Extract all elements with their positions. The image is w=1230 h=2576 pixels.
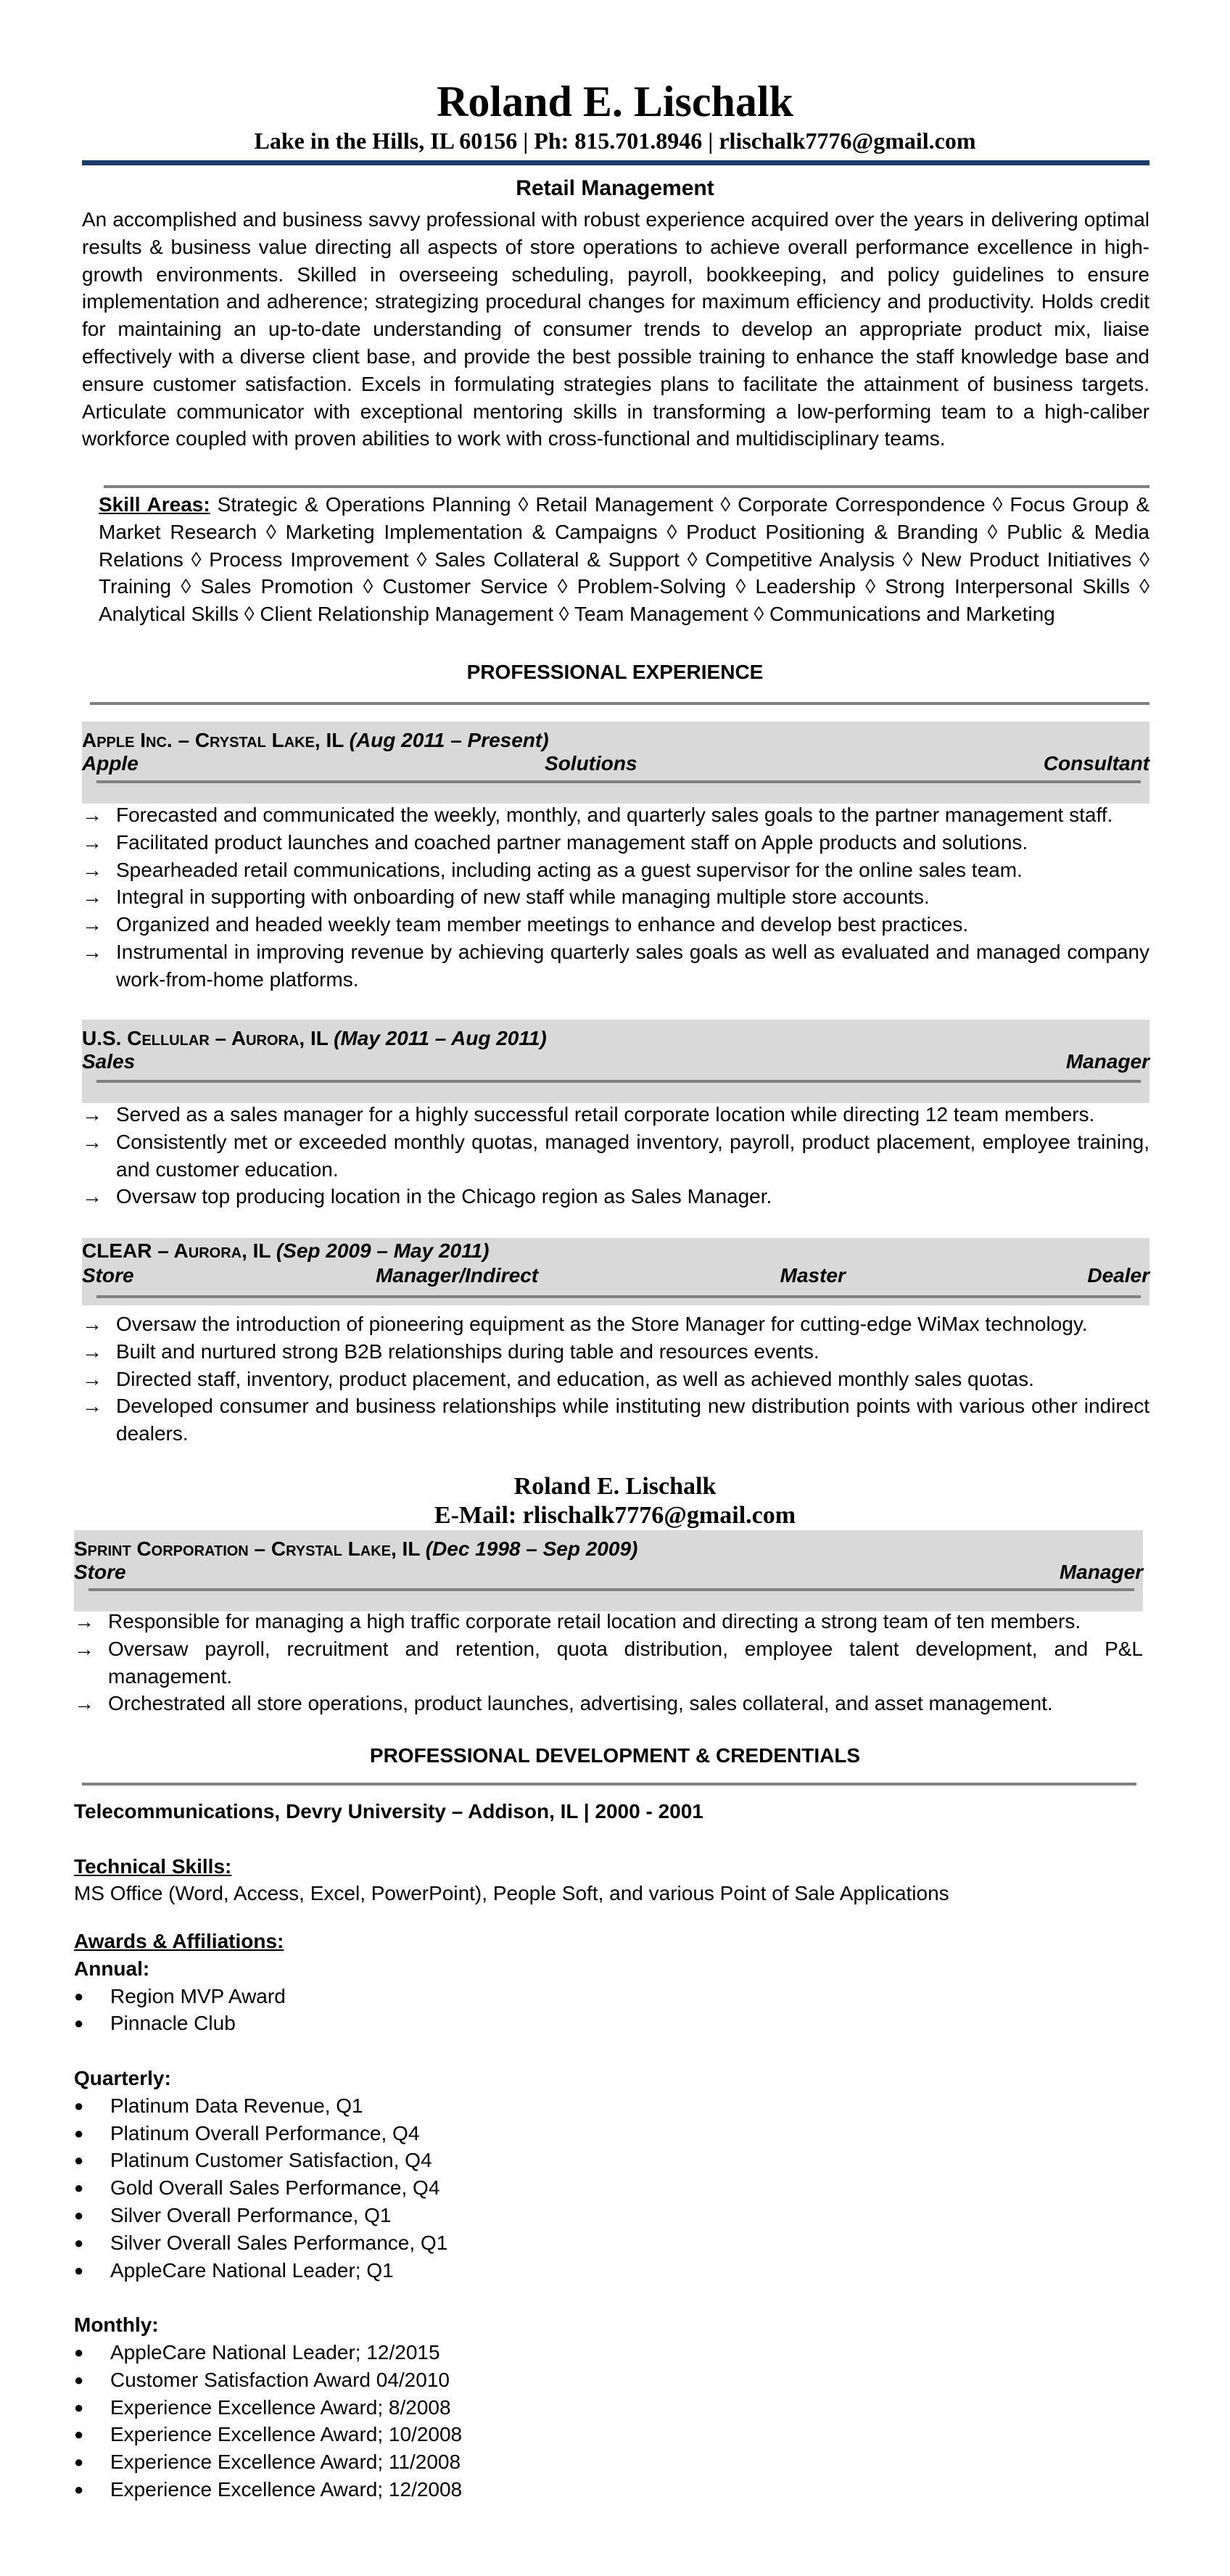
award-item (74, 2339, 1143, 2366)
bullet-item (82, 883, 1149, 911)
award-text: Experience Excellence Award; 8/2008 (110, 2395, 451, 2419)
job-role: Store Manager/Indirect Master Dealer (82, 1264, 1149, 1287)
development-title: PROFESSIONAL DEVELOPMENT & CREDENTIALS (369, 1744, 861, 1767)
bullet-dot-icon: ● (74, 2261, 84, 2279)
bullet-text: Integral in supporting with onboarding of new staff while managing multiple store accounts. (116, 886, 930, 909)
award-text: Platinum Customer Satisfaction, Q4 (110, 2149, 432, 2172)
credentials (74, 1798, 1143, 1907)
bullet-item (82, 1310, 1149, 1338)
skill-areas-list: Strategic & Operations Planning ◊ Retail Management ◊ Corporate Correspondence ◊ Focus Group & Market Research ◊ Marketing Implementation & Campaigns ◊ Product Positioning & Branding ◊ Public & Media Relations ◊ Process Improvement ◊ Sales Collateral & Support ◊ Competitive Analysis ◊ New Product Initiatives ◊ Training ◊ Sales Promotion ◊ Customer Service ◊ Problem-Solving ◊ Leadership ◊ Strong Interpersonal Skills ◊ Analytical Skills ◊ Client Relationship Management ◊ Team Management ◊ Communications and Marketing (99, 493, 1150, 626)
bullet-dot-icon: ● (74, 2014, 84, 2033)
bullet-dot-icon: ● (74, 2453, 84, 2472)
arrow-bullet-icon: → (82, 1339, 102, 1363)
bullet-text: Oversaw top producing location in the Chicago region as Sales Manager. (116, 1185, 772, 1208)
bullet-text: Instrumental in improving revenue by achieving quarterly sales goals as well as evaluated and managed company work-from-home platforms. (116, 940, 1149, 991)
bullet-text: Served as a sales manager for a highly successful retail corporate location while directing 12 team members. (116, 1103, 1095, 1126)
bullet-item (82, 938, 1149, 994)
bullet-item (82, 1366, 1149, 1393)
award-item (74, 2202, 1143, 2229)
arrow-bullet-icon: → (82, 1313, 102, 1335)
bullet-dot-icon: ● (74, 2096, 84, 2115)
bullet-dot-icon: ● (74, 2480, 84, 2498)
arrow-bullet-icon: → (74, 1637, 94, 1660)
job-bullets-clear (82, 1310, 1149, 1448)
job-role: Sales Manager (82, 1050, 1149, 1073)
job-header-rule (88, 1588, 1134, 1591)
bullet-item (82, 1183, 1149, 1210)
bullet-text: Organized and headed weekly team member meetings to enhance and develop best practices. (116, 913, 969, 936)
bullet-text: Forecasted and communicated the weekly, monthly, and quarterly sales goals to the partner management staff. (116, 804, 1113, 826)
job-dates: (Sep 2009 – May 2011) (276, 1239, 490, 1262)
awards (74, 1928, 1143, 2503)
job-header-sprint (74, 1530, 1143, 1611)
job-header-rule (96, 1080, 1141, 1083)
job-company-name: CLEAR – Aurora, IL (82, 1239, 271, 1262)
job-bullets-sprint (74, 1608, 1143, 1717)
job-company (82, 1025, 547, 1052)
award-group-label: Annual: (74, 1957, 150, 1980)
bullet-text: Orchestrated all store operations, product launches, advertising, sales collateral, and asset management. (108, 1692, 1053, 1715)
page2-email: E-Mail: rlischalk7776@gmail.com (434, 1502, 796, 1529)
bullet-dot-icon: ● (74, 2123, 84, 2142)
award-text: Experience Excellence Award; 11/2008 (110, 2451, 461, 2474)
bullet-text: Spearheaded retail communications, including acting as a guest supervisor for the online sales team. (116, 858, 1023, 881)
awards-label: Awards & Affiliations: (74, 1930, 284, 1952)
bullet-dot-icon: ● (74, 2233, 84, 2252)
arrow-bullet-icon: → (82, 1130, 102, 1153)
summary-text: An accomplished and business savvy professional with robust experience acquired over the years in delivering optimal results & business value directing all aspects of store operations to achieve overall performance excellence in high-growth environments. Skilled in overseeing scheduling, payroll, bookkeeping, and policy guidelines to ensure implementation and adherence; strategizing procedural changes for maximum efficiency and productivity. Holds credit for maintaining an up-to-date understanding of consumer trends to develop an appropriate product mix, liaise effectively with a diverse client base, and provide the best possible training to enhance the staff knowledge base and ensure customer satisfaction. Excels in formulating strategies plans to facilitate the attainment of business targets. Articulate communicator with exceptional mentoring skills in transforming a low-performing team to a high-caliber workforce coupled with proven abilities to work with cross-functional and multidisciplinary teams. (82, 208, 1149, 450)
award-text: Experience Excellence Award; 12/2008 (110, 2477, 463, 2501)
arrow-bullet-icon: → (82, 1185, 102, 1208)
job-bullets-us-cellular (82, 1101, 1149, 1210)
award-item (74, 2448, 1143, 2476)
award-item (74, 2174, 1143, 2202)
summary-title: Retail Management (516, 176, 714, 200)
award-text: Platinum Data Revenue, Q1 (110, 2094, 363, 2117)
award-group-label: Monthly: (74, 2313, 159, 2337)
bullet-item (74, 1690, 1143, 1717)
award-item (74, 2366, 1143, 2394)
job-company (74, 1536, 637, 1562)
award-group (74, 1955, 1143, 2037)
award-text: Silver Overall Performance, Q1 (110, 2203, 392, 2226)
education: Telecommunications, Devry University – Addison, IL | 2000 - 2001 (74, 1800, 703, 1822)
bullet-item (82, 911, 1149, 938)
award-group (74, 2311, 1143, 2503)
bullet-text: Oversaw the introduction of pioneering equipment as the Store Manager for cutting-edge WiMax technology. (116, 1313, 1088, 1335)
award-text: Silver Overall Sales Performance, Q1 (110, 2231, 448, 2254)
bullet-item (82, 1392, 1149, 1448)
contact-line: Lake in the Hills, IL 60156 | Ph: 815.701.8946 | rlischalk7776@gmail.com (254, 128, 976, 154)
bullet-dot-icon: ● (74, 2398, 84, 2416)
skills-divider (104, 485, 1149, 488)
technical-skills-label: Technical Skills: (74, 1854, 232, 1878)
bullet-dot-icon: ● (74, 2151, 84, 2170)
arrow-bullet-icon: → (82, 830, 102, 854)
job-dates: (Dec 1998 – Sep 2009) (425, 1537, 638, 1560)
arrow-bullet-icon: → (82, 886, 102, 909)
job-header-us-cellular (82, 1020, 1149, 1103)
job-company (82, 1238, 489, 1264)
bullet-item (82, 1101, 1149, 1128)
job-dates: (Aug 2011 – Present) (349, 729, 549, 751)
bullet-text: Built and nurtured strong B2B relationships during table and resources events. (116, 1339, 820, 1363)
arrow-bullet-icon: → (82, 1395, 102, 1418)
award-text: AppleCare National Leader; Q1 (110, 2258, 394, 2282)
skill-areas (99, 491, 1149, 628)
arrow-bullet-icon: → (82, 1367, 102, 1390)
experience-divider (90, 702, 1149, 705)
bullet-text: Oversaw payroll, recruitment and retention, quota distribution, employee talent development, and P&L management. (108, 1637, 1143, 1688)
award-group-label: Quarterly: (74, 2066, 171, 2089)
award-text: Platinum Overall Performance, Q4 (110, 2121, 420, 2144)
bullet-text: Developed consumer and business relationships while instituting new distribution points with various other indirect dealers. (116, 1395, 1149, 1445)
job-header-rule (96, 780, 1141, 783)
job-header-clear (82, 1238, 1149, 1305)
award-item (74, 2120, 1143, 2147)
technical-skills-text: MS Office (Word, Access, Excel, PowerPoint), People Soft, and various Point of Sale Applications (74, 1882, 949, 1905)
award-item (74, 2010, 1143, 2037)
bullet-dot-icon: ● (74, 2370, 84, 2389)
award-item (74, 2229, 1143, 2257)
bullet-item (82, 1128, 1149, 1184)
award-item (74, 2257, 1143, 2284)
job-header-apple (82, 722, 1149, 804)
bullet-item (82, 856, 1149, 884)
award-text: Region MVP Award (110, 1984, 286, 2007)
job-dates: (May 2011 – Aug 2011) (334, 1027, 547, 1049)
bullet-dot-icon: ● (74, 2205, 84, 2224)
award-item (74, 2394, 1143, 2422)
award-item (74, 1983, 1143, 2010)
job-company-name: Sprint Corporation – Crystal Lake, IL (74, 1537, 420, 1560)
arrow-bullet-icon: → (82, 858, 102, 881)
award-text: Experience Excellence Award; 10/2008 (110, 2423, 463, 2446)
experience-title: PROFESSIONAL EXPERIENCE (466, 661, 764, 683)
page2-name: Roland E. Lischalk (513, 1473, 717, 1500)
arrow-bullet-icon: → (82, 913, 102, 936)
award-item (74, 2476, 1143, 2503)
bullet-dot-icon: ● (74, 2425, 84, 2444)
bullet-dot-icon: ● (74, 2179, 84, 2197)
award-item (74, 2421, 1143, 2448)
award-text: AppleCare National Leader; 12/2015 (110, 2340, 440, 2364)
development-divider (82, 1783, 1136, 1786)
bullet-dot-icon: ● (74, 1986, 84, 2005)
job-bullets-apple (82, 801, 1149, 994)
bullet-text: Facilitated product launches and coached partner management staff on Apple products and solutions. (116, 830, 1028, 854)
award-text: Gold Overall Sales Performance, Q4 (110, 2176, 440, 2200)
job-company-name: U.S. Cellular – Aurora, IL (82, 1027, 329, 1049)
award-item (74, 2147, 1143, 2174)
award-item (74, 2092, 1143, 2120)
award-group (74, 2065, 1143, 2284)
arrow-bullet-icon: → (82, 1103, 102, 1126)
bullet-item (82, 829, 1149, 856)
bullet-text: Directed staff, inventory, product placement, and education, as well as achieved monthly sales quotas. (116, 1367, 1034, 1390)
job-role: Store Manager (74, 1561, 1143, 1583)
arrow-bullet-icon: → (74, 1692, 94, 1715)
bullet-text: Consistently met or exceeded monthly quotas, managed inventory, payroll, product placement, employee training, and customer education. (116, 1130, 1149, 1181)
bullet-item (82, 801, 1149, 829)
bullet-text: Responsible for managing a high traffic corporate retail location and directing a strong team of ten members. (108, 1610, 1081, 1632)
award-text: Customer Satisfaction Award 04/2010 (110, 2368, 450, 2391)
bullet-item (74, 1608, 1143, 1635)
award-text: Pinnacle Club (110, 2012, 236, 2035)
bullet-item (74, 1635, 1143, 1690)
job-header-rule (96, 1295, 1141, 1298)
skill-areas-label: Skill Areas: (99, 493, 210, 516)
header-divider (82, 160, 1149, 165)
bullet-item (82, 1338, 1149, 1366)
arrow-bullet-icon: → (82, 804, 102, 826)
bullet-dot-icon: ● (74, 2342, 84, 2361)
candidate-name: Roland E. Lischalk (437, 78, 793, 125)
job-company (82, 727, 549, 754)
job-company-name: Apple Inc. – Crystal Lake, IL (82, 729, 344, 751)
arrow-bullet-icon: → (74, 1610, 94, 1632)
job-role: Apple Solutions Consultant (82, 752, 1149, 775)
arrow-bullet-icon: → (82, 940, 102, 963)
